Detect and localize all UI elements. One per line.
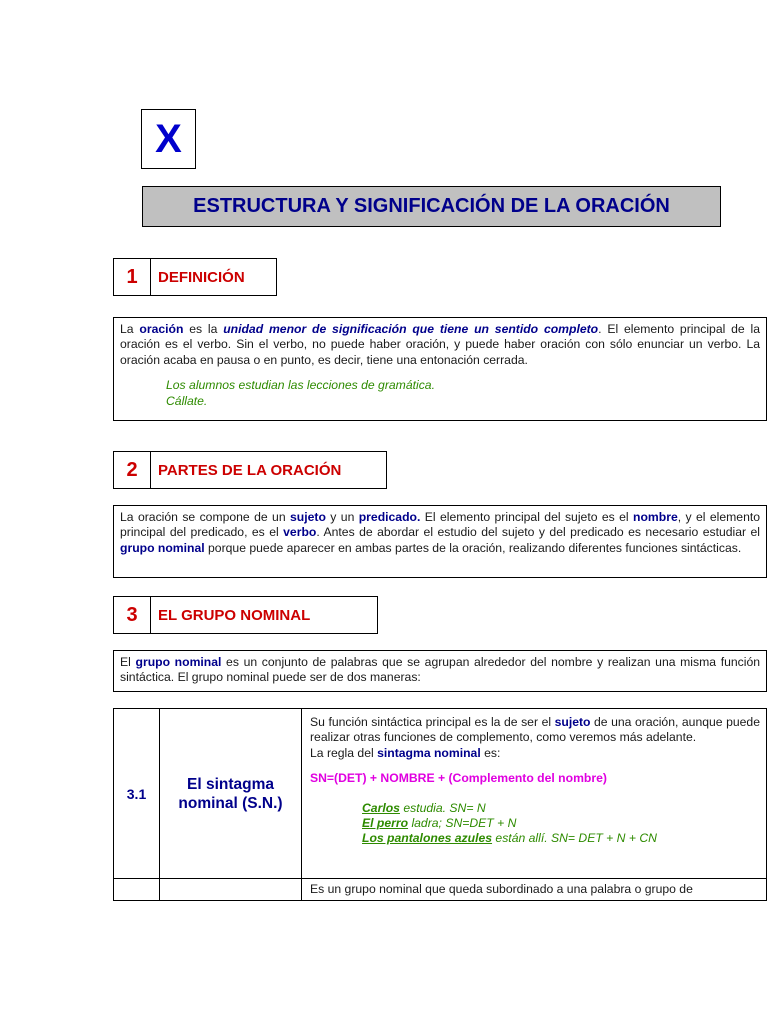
- term-sintagma-nominal: sintagma nominal: [377, 745, 481, 760]
- definition-emphasis: unidad menor de significación que tiene un sentido completo: [223, 322, 599, 336]
- text-run: La oración se compone de un: [120, 510, 291, 524]
- row-name: [160, 709, 302, 879]
- section-2-number: [113, 451, 151, 489]
- row-name-text: El sintagma nominal (S.N.): [178, 775, 283, 812]
- term-sujeto: sujeto: [554, 715, 591, 729]
- example-rest: ladra; SN=DET + N: [408, 816, 517, 831]
- term-grupo-nominal: grupo nominal: [120, 540, 205, 555]
- example-line: [362, 801, 760, 816]
- term-predicado: predicado.: [358, 510, 421, 524]
- nominal-group-table: [113, 708, 767, 901]
- text-run: es:: [480, 745, 501, 760]
- text-run: La regla del: [310, 745, 378, 760]
- table-row: [114, 879, 767, 901]
- example-subject: Carlos: [362, 800, 400, 815]
- section-3-title: [151, 596, 378, 634]
- example-subject: El perro: [362, 816, 409, 831]
- row-name: [160, 879, 302, 901]
- example-sentence: Cállate.: [166, 393, 208, 408]
- row-description: [302, 709, 767, 879]
- text-run: y un: [325, 510, 359, 524]
- table-row: [114, 709, 767, 879]
- example-sentence: Los alumnos estudian las lecciones de gramática.: [166, 378, 435, 393]
- text-run: , y el elemento principal del predicado, es el: [120, 510, 761, 540]
- example-line: [362, 816, 760, 831]
- parts-paragraph: [113, 505, 767, 578]
- sn-examples: [310, 801, 760, 847]
- term-verbo: verbo: [283, 525, 317, 540]
- section-1-title: [151, 258, 277, 296]
- section-number-text: 2: [126, 458, 138, 481]
- term-grupo-nominal: grupo nominal: [135, 655, 222, 669]
- row-number: [114, 879, 160, 901]
- term-oracion: oración: [139, 322, 184, 336]
- term-nombre: nombre: [633, 510, 678, 524]
- row-number: 3.1: [114, 709, 160, 879]
- text-run: . Antes de abordar el estudio del sujeto y del predicado es necesario estudiar el: [316, 525, 760, 540]
- example-line: [362, 831, 760, 846]
- chapter-title: ESTRUCTURA Y SIGNIFICACIÓN DE LA ORACIÓN: [193, 195, 670, 217]
- text-run: El: [120, 655, 136, 669]
- text-run: El elemento principal del sujeto es el: [420, 510, 634, 524]
- text-run: . El elemento principal de la oración es el verbo. Sin el verbo, no puede haber oración, y puede haber oración con sólo enunciar un verbo. La oración acaba en pausa o en punto, es decir, tiene una entonación cerrada.: [120, 322, 760, 367]
- chapter-number-box: [141, 109, 196, 169]
- section-1-number: [113, 258, 151, 296]
- row-description: Es un grupo nominal que queda subordinado a una palabra o grupo de: [302, 879, 767, 901]
- example-rest: están allí. SN= DET + N + CN: [492, 831, 657, 846]
- text-run: La: [120, 322, 140, 336]
- nominal-group-paragraph: [113, 650, 767, 692]
- term-sujeto: sujeto: [290, 510, 326, 524]
- text-run: de una oración, aunque puede realizar otras funciones de complemento, como veremos más adelante.: [310, 715, 760, 745]
- section-title-text: EL GRUPO NOMINAL: [158, 606, 311, 624]
- section-2-title: [151, 451, 387, 489]
- text-run: porque puede aparecer en ambas partes de la oración, realizando diferentes funciones sintácticas.: [204, 540, 742, 555]
- section-number-text: 1: [126, 265, 138, 288]
- section-3-number: [113, 596, 151, 634]
- text-run: Su función sintáctica principal es la de ser el: [310, 715, 555, 729]
- definition-examples: [120, 378, 760, 409]
- text-run: es la: [183, 322, 224, 336]
- sn-rule: SN=(DET) + NOMBRE + (Complemento del nombre): [310, 771, 607, 786]
- example-subject: Los pantalones azules: [362, 831, 493, 846]
- section-number-text: 3: [126, 603, 138, 626]
- chapter-letter: X: [155, 116, 182, 161]
- text-run: es un conjunto de palabras que se agrupan alrededor del nombre y realizan una misma función sintáctica. El grupo nominal puede ser de dos maneras:: [120, 655, 760, 685]
- section-title-text: PARTES DE LA ORACIÓN: [158, 461, 342, 479]
- section-title-text: DEFINICIÓN: [158, 268, 245, 286]
- definition-paragraph: [113, 317, 767, 421]
- example-rest: estudia. SN= N: [399, 800, 486, 815]
- chapter-title-box: [142, 186, 721, 227]
